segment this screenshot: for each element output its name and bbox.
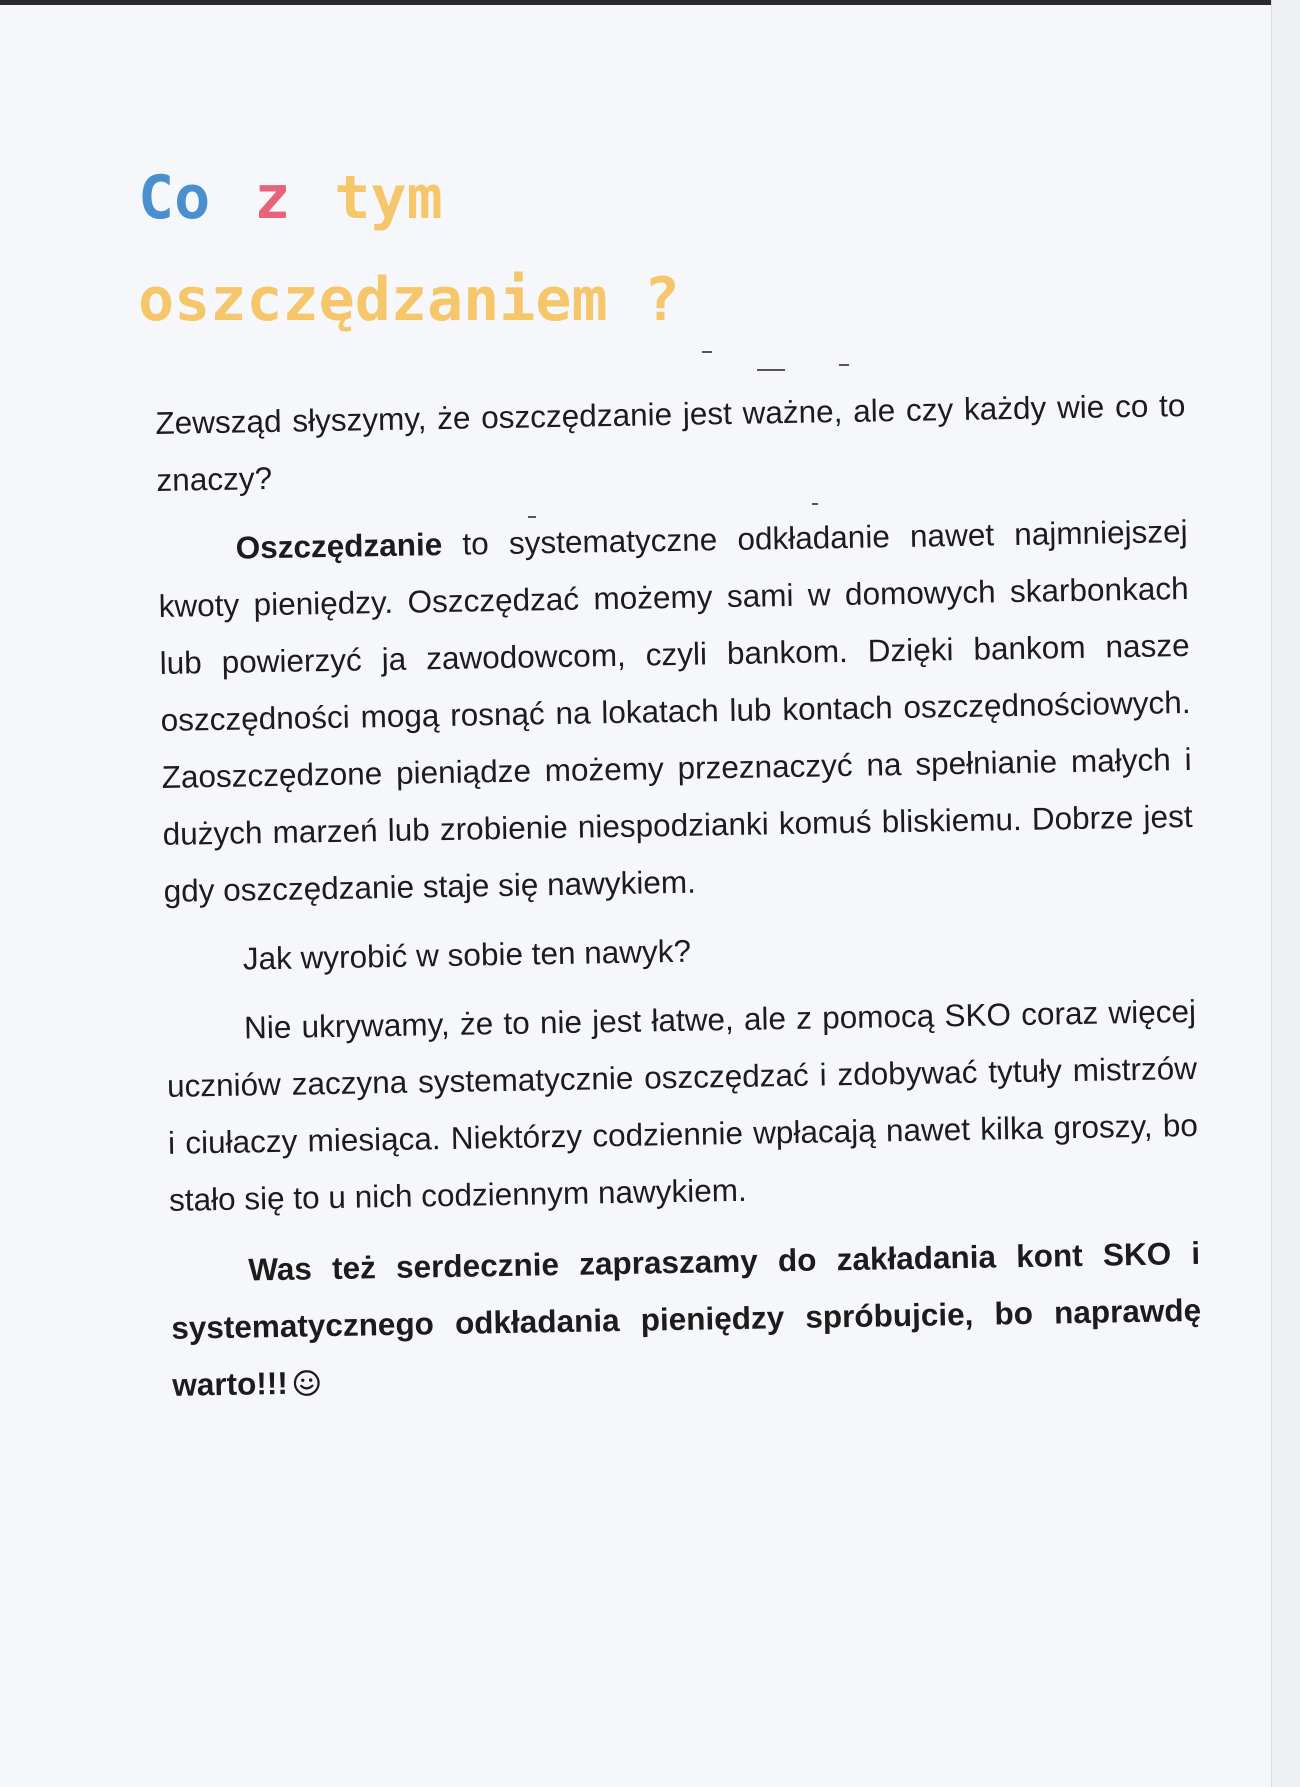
article-body — [155, 377, 1203, 1426]
closing-text: Was też serdecznie zapraszamy do zakładania kont SKO i systematycznego odkładania pieniędzy spróbujcie, bo naprawdę warto!!! — [170, 1234, 1202, 1403]
intro-paragraph: Zewsząd słyszymy, że oszczędzanie jest ważne, ale czy każdy wie co to znaczy? — [155, 387, 1186, 498]
question-paragraph: Jak wyrobić w sobie ten nawyk? — [242, 932, 692, 977]
answer-paragraph: Nie ukrywamy, że to nie jest łatwe, ale z pomocą SKO coraz więcej uczniów zaczyna systematycznie oszczędzać i zdobywać tytuły mistrzów i ciułaczy miesiąca. Niektórzy codziennie wpłacają nawet kilka groszy, bo stało się to u nich codziennym nawykiem. — [166, 992, 1199, 1218]
scan-speck — [702, 351, 712, 353]
title-word-co: Co — [138, 163, 211, 233]
definition-lead: Oszczędzanie — [235, 526, 443, 566]
scan-speck — [839, 364, 849, 366]
scan-edge-top — [0, 0, 1300, 5]
smiley-face-icon — [294, 1369, 321, 1396]
closing-paragraph — [170, 1225, 1203, 1414]
title-word-tym: tym — [334, 163, 443, 233]
title-word-oszczedzaniem: oszczędzaniem ? — [138, 265, 680, 335]
page-title-line-1 — [138, 163, 443, 233]
definition-text: to systematyczne odkładanie nawet najmniejszej kwoty pieniędzy. Oszczędzać możemy sami w domowych skarbonkach lub powierzyć ja zawodowcom, czyli bankom. Dzięki bankom nasze oszczędności mogą rosnąć na lokatach lub kontach oszczędnościowych. Zaoszczędzone pieniądze możemy przeznaczyć na spełnianie małych i dużych marzeń lub zrobienie niespodzianki komuś bliskiemu. Dobrze jest gdy oszczędzanie staje się nawykiem. — [158, 513, 1193, 909]
scan-speck — [757, 369, 785, 371]
definition-paragraph — [157, 503, 1194, 920]
scan-edge-right — [1271, 0, 1300, 1787]
page-title-line-2 — [138, 265, 680, 335]
title-word-z: z — [254, 163, 291, 233]
